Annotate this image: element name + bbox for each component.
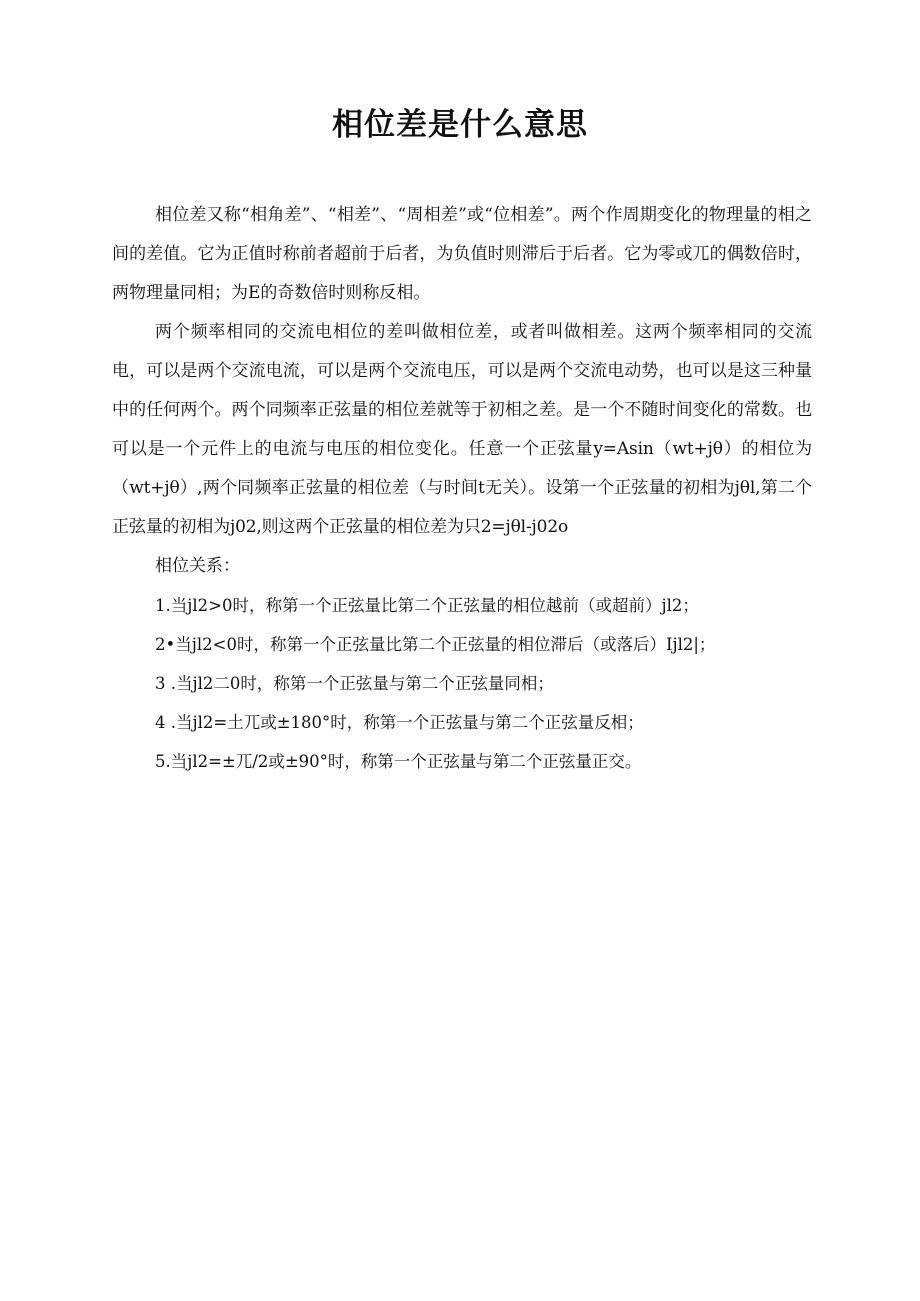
relation-heading: 相位关系：: [155, 556, 240, 576]
paragraph-explanation: 两个频率相同的交流电相位的差叫做相位差，或者叫做相差。这两个频率相同的交流电，可以是两个交流电流，可以是两个交流电压，可以是两个交流电动势，也可以是这三种量中的任何两个。两个同频率正弦量的相位差就等于初相之差。是一个不随时间变化的常数。也可以是一个元件上的电流与电压的相位变化。任意一个正弦量y=Asin（wt+jθ）的相位为（wt+jθ）,两个同频率正弦量的相位差（与时间t无关）。设第一个正弦量的初相为jθl,第二个正弦量的初相为j02,则这两个正弦量的相位差为只2=jθl-j02o: [112, 322, 812, 537]
relation-item-4: 4 .当jl2=土兀或±180°时，称第一个正弦量与第二个正弦量反相；: [155, 713, 644, 732]
relation-item-5: 5.当jl2=±兀/2或±90°时，称第一个正弦量与第二个正弦量正交。: [155, 752, 642, 771]
page-title: 相位差是什么意思: [332, 107, 588, 143]
paragraph-definition: 相位差又称“相角差”、“相差”、“周相差”或“位相差”。两个作周期变化的物理量的相之间的差值。它为正值时称前者超前于后者，为负值时则滞后于后者。它为零或兀的偶数倍时，两物理量同相；为E的奇数倍时则称反相。: [112, 205, 812, 303]
relation-item-1: 1.当jl2>0时，称第一个正弦量比第二个正弦量的相位越前（或超前）jl2；: [155, 596, 699, 615]
document-body: [112, 196, 812, 781]
relation-item-3: 3 .当jl2二0时，称第一个正弦量与第二个正弦量同相；: [155, 674, 554, 693]
relation-item-2: 2•当jl2<0时，称第一个正弦量比第二个正弦量的相位滞后（或落后）Ijl2|；: [155, 635, 716, 654]
